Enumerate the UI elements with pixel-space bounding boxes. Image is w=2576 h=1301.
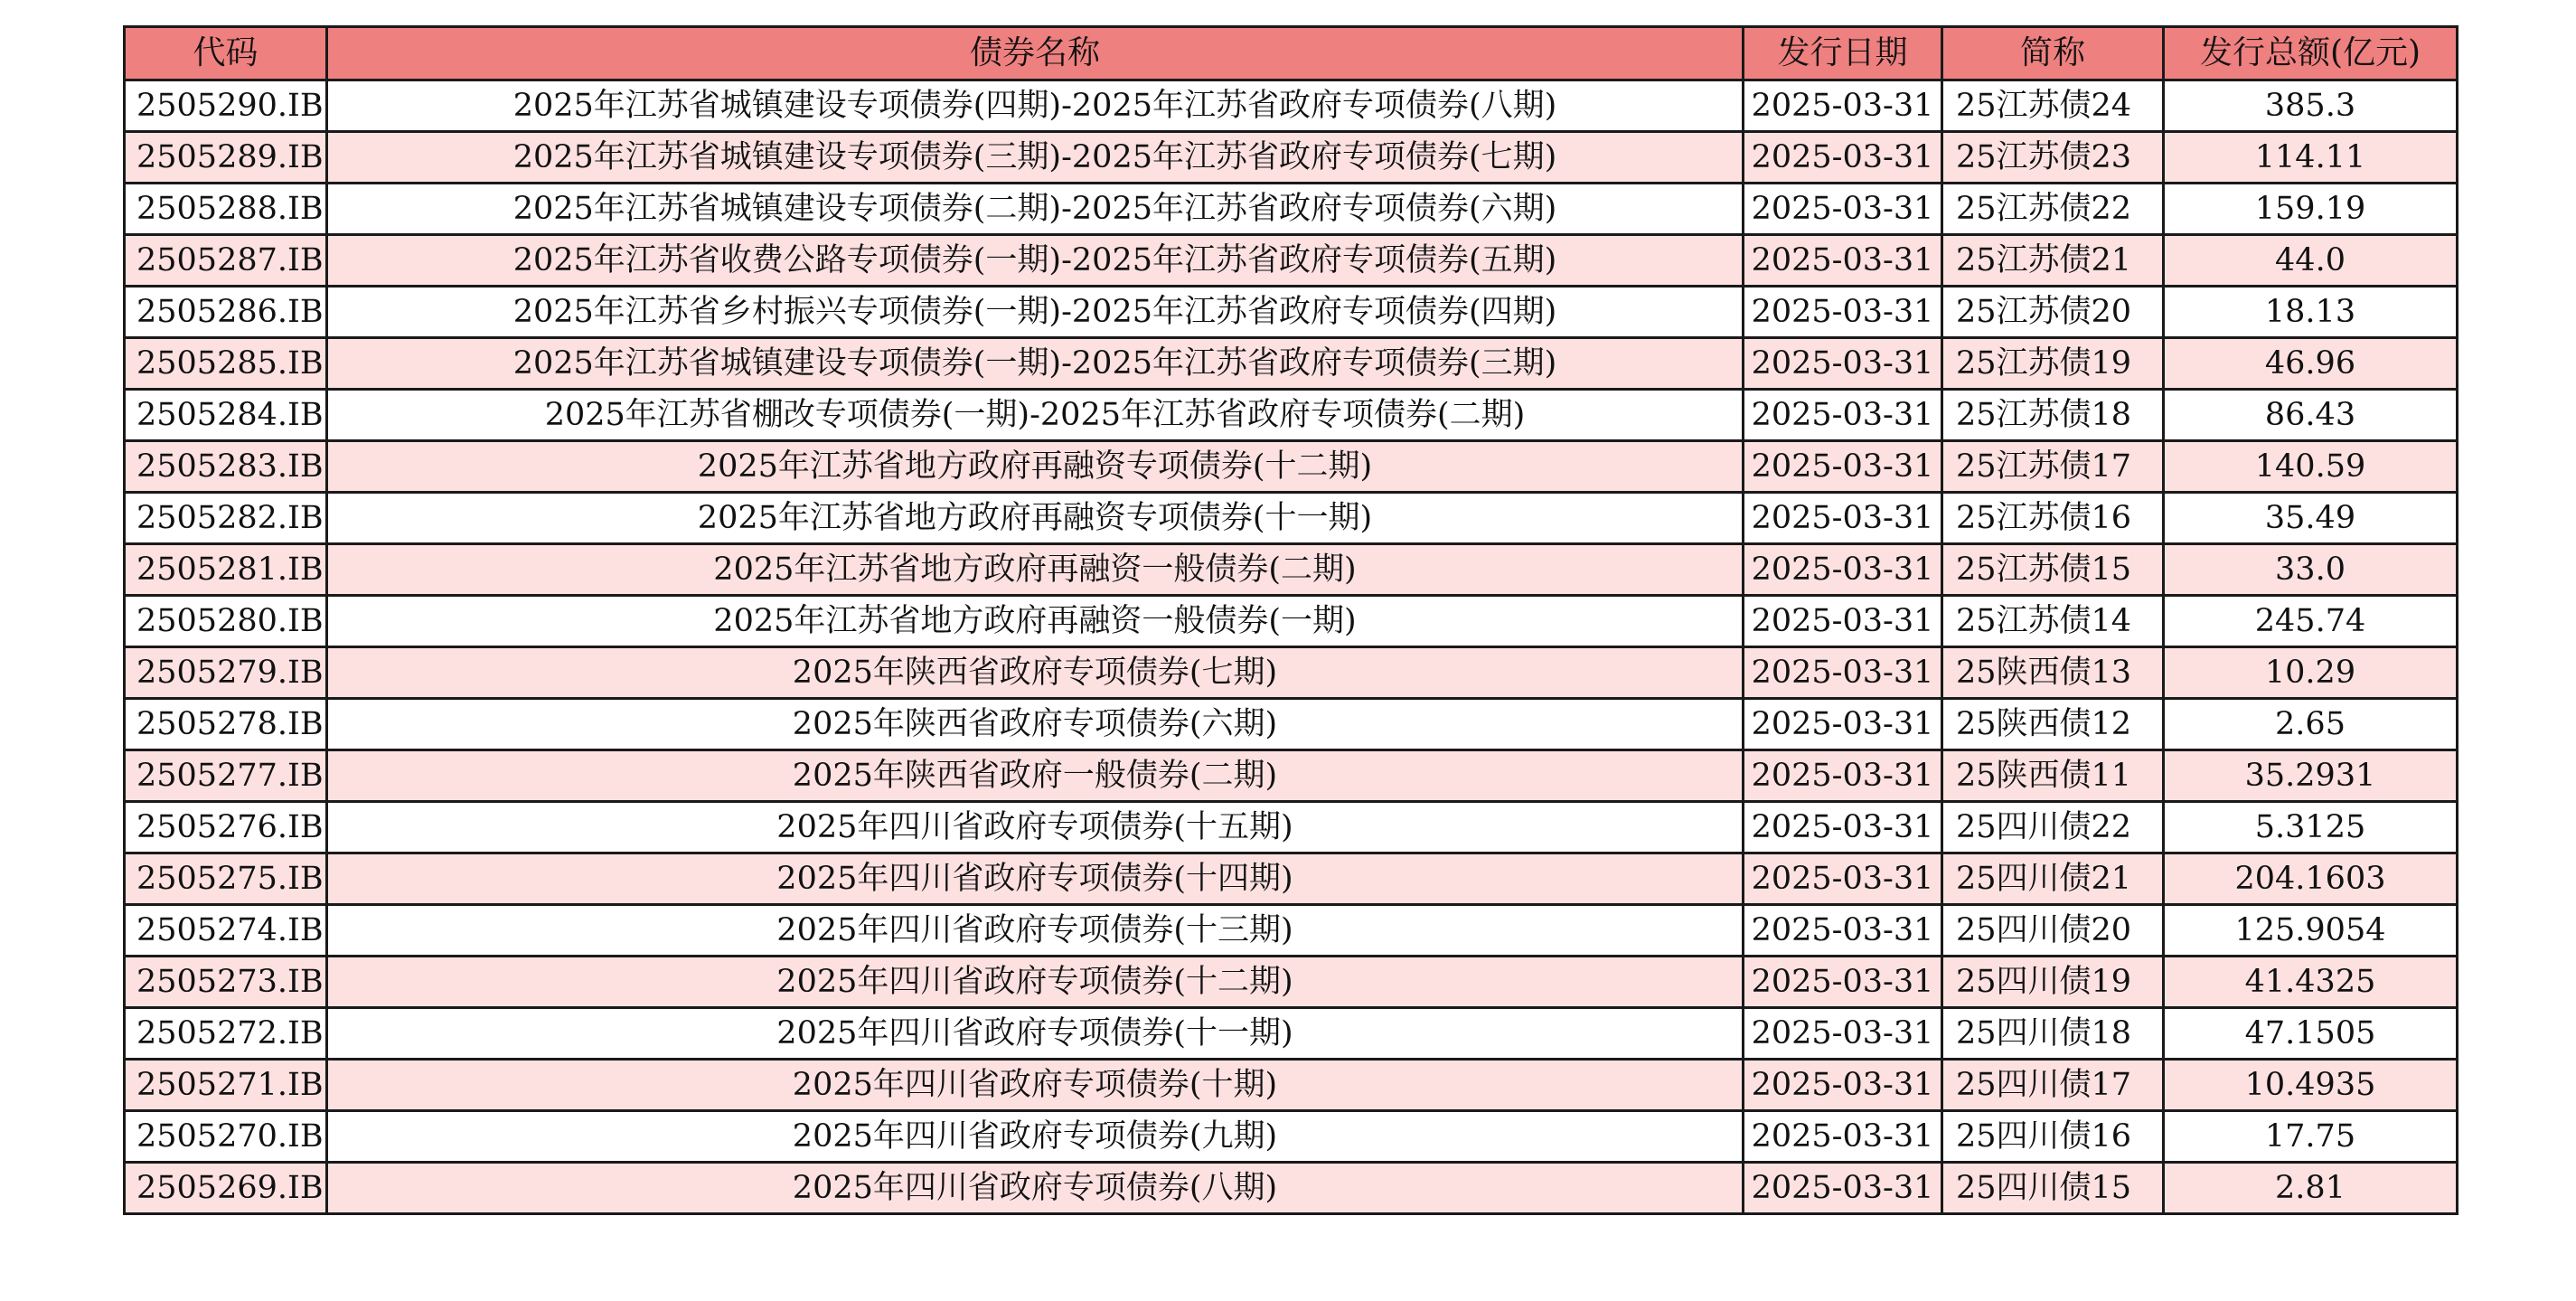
bond-code-cell: 2505273.IB xyxy=(125,957,327,1008)
bond-name-cell: 2025年江苏省城镇建设专项债券(二期)-2025年江苏省政府专项债券(六期) xyxy=(327,184,1744,235)
short-name-cell: 25江苏债14 xyxy=(1942,596,2164,647)
bond-name-cell: 2025年江苏省棚改专项债券(一期)-2025年江苏省政府专项债券(二期) xyxy=(327,390,1744,441)
issue-date-cell: 2025-03-31 xyxy=(1744,184,1942,235)
table-row xyxy=(125,493,2458,544)
issue-amount-cell: 5.3125 xyxy=(2164,802,2458,853)
issue-amount-cell: 47.1505 xyxy=(2164,1008,2458,1060)
bond-code-cell: 2505270.IB xyxy=(125,1111,327,1163)
issue-amount-cell: 204.1603 xyxy=(2164,853,2458,905)
issue-amount-cell: 159.19 xyxy=(2164,184,2458,235)
table-row xyxy=(125,390,2458,441)
bond-code-cell: 2505290.IB xyxy=(125,80,327,132)
issue-date-cell: 2025-03-31 xyxy=(1744,596,1942,647)
table-row xyxy=(125,441,2458,493)
bond-code-cell: 2505274.IB xyxy=(125,905,327,957)
bond-name-cell: 2025年四川省政府专项债券(十五期) xyxy=(327,802,1744,853)
issue-amount-cell: 35.2931 xyxy=(2164,750,2458,802)
table-row xyxy=(125,1060,2458,1111)
short-name-cell: 25陕西债13 xyxy=(1942,647,2164,699)
header-issue-date: 发行日期 xyxy=(1744,27,1942,80)
header-row xyxy=(125,27,2458,80)
issue-amount-cell: 33.0 xyxy=(2164,544,2458,596)
bond-name-cell: 2025年四川省政府专项债券(十三期) xyxy=(327,905,1744,957)
issue-date-cell: 2025-03-31 xyxy=(1744,1163,1942,1214)
table-row xyxy=(125,1163,2458,1214)
issue-date-cell: 2025-03-31 xyxy=(1744,647,1942,699)
issue-date-cell: 2025-03-31 xyxy=(1744,750,1942,802)
bond-table-container xyxy=(123,25,2456,1215)
short-name-cell: 25江苏债16 xyxy=(1942,493,2164,544)
issue-amount-cell: 140.59 xyxy=(2164,441,2458,493)
bond-name-cell: 2025年陕西省政府专项债券(七期) xyxy=(327,647,1744,699)
short-name-cell: 25江苏债19 xyxy=(1942,338,2164,390)
table-row xyxy=(125,596,2458,647)
issue-amount-cell: 46.96 xyxy=(2164,338,2458,390)
issue-date-cell: 2025-03-31 xyxy=(1744,905,1942,957)
issue-date-cell: 2025-03-31 xyxy=(1744,1060,1942,1111)
bond-name-cell: 2025年江苏省收费公路专项债券(一期)-2025年江苏省政府专项债券(五期) xyxy=(327,235,1744,287)
issue-amount-cell: 10.4935 xyxy=(2164,1060,2458,1111)
short-name-cell: 25四川债15 xyxy=(1942,1163,2164,1214)
issue-amount-cell: 17.75 xyxy=(2164,1111,2458,1163)
bond-name-cell: 2025年四川省政府专项债券(十一期) xyxy=(327,1008,1744,1060)
issue-date-cell: 2025-03-31 xyxy=(1744,493,1942,544)
bond-code-cell: 2505286.IB xyxy=(125,287,327,338)
issue-date-cell: 2025-03-31 xyxy=(1744,441,1942,493)
issue-amount-cell: 86.43 xyxy=(2164,390,2458,441)
bond-name-cell: 2025年江苏省乡村振兴专项债券(一期)-2025年江苏省政府专项债券(四期) xyxy=(327,287,1744,338)
bond-code-cell: 2505283.IB xyxy=(125,441,327,493)
bond-code-cell: 2505282.IB xyxy=(125,493,327,544)
bond-name-cell: 2025年江苏省地方政府再融资专项债券(十一期) xyxy=(327,493,1744,544)
short-name-cell: 25江苏债22 xyxy=(1942,184,2164,235)
table-header xyxy=(125,27,2458,80)
bond-code-cell: 2505276.IB xyxy=(125,802,327,853)
issue-amount-cell: 41.4325 xyxy=(2164,957,2458,1008)
bond-name-cell: 2025年四川省政府专项债券(八期) xyxy=(327,1163,1744,1214)
table-row xyxy=(125,647,2458,699)
header-issue-amount: 发行总额(亿元) xyxy=(2164,27,2458,80)
issue-date-cell: 2025-03-31 xyxy=(1744,287,1942,338)
table-row xyxy=(125,957,2458,1008)
bond-name-cell: 2025年四川省政府专项债券(十期) xyxy=(327,1060,1744,1111)
short-name-cell: 25江苏债21 xyxy=(1942,235,2164,287)
issue-amount-cell: 2.81 xyxy=(2164,1163,2458,1214)
short-name-cell: 25陕西债12 xyxy=(1942,699,2164,750)
bond-name-cell: 2025年江苏省地方政府再融资一般债券(二期) xyxy=(327,544,1744,596)
short-name-cell: 25四川债19 xyxy=(1942,957,2164,1008)
bond-code-cell: 2505284.IB xyxy=(125,390,327,441)
bond-name-cell: 2025年江苏省地方政府再融资专项债券(十二期) xyxy=(327,441,1744,493)
issue-amount-cell: 114.11 xyxy=(2164,132,2458,184)
bond-code-cell: 2505275.IB xyxy=(125,853,327,905)
table-row xyxy=(125,853,2458,905)
table-row xyxy=(125,338,2458,390)
table-row xyxy=(125,699,2458,750)
short-name-cell: 25陕西债11 xyxy=(1942,750,2164,802)
issue-date-cell: 2025-03-31 xyxy=(1744,699,1942,750)
bond-name-cell: 2025年四川省政府专项债券(十四期) xyxy=(327,853,1744,905)
bond-code-cell: 2505285.IB xyxy=(125,338,327,390)
issue-date-cell: 2025-03-31 xyxy=(1744,338,1942,390)
table-row xyxy=(125,132,2458,184)
bond-name-cell: 2025年江苏省城镇建设专项债券(四期)-2025年江苏省政府专项债券(八期) xyxy=(327,80,1744,132)
header-bond-name: 债券名称 xyxy=(327,27,1744,80)
issue-amount-cell: 18.13 xyxy=(2164,287,2458,338)
bond-code-cell: 2505272.IB xyxy=(125,1008,327,1060)
table-row xyxy=(125,1008,2458,1060)
issue-date-cell: 2025-03-31 xyxy=(1744,235,1942,287)
table-row xyxy=(125,750,2458,802)
bond-code-cell: 2505278.IB xyxy=(125,699,327,750)
issue-date-cell: 2025-03-31 xyxy=(1744,390,1942,441)
table-row xyxy=(125,184,2458,235)
issue-date-cell: 2025-03-31 xyxy=(1744,853,1942,905)
short-name-cell: 25四川债22 xyxy=(1942,802,2164,853)
short-name-cell: 25江苏债23 xyxy=(1942,132,2164,184)
header-code: 代码 xyxy=(125,27,327,80)
bond-code-cell: 2505277.IB xyxy=(125,750,327,802)
bond-code-cell: 2505280.IB xyxy=(125,596,327,647)
issue-date-cell: 2025-03-31 xyxy=(1744,802,1942,853)
bond-name-cell: 2025年江苏省城镇建设专项债券(一期)-2025年江苏省政府专项债券(三期) xyxy=(327,338,1744,390)
table-row xyxy=(125,802,2458,853)
short-name-cell: 25江苏债18 xyxy=(1942,390,2164,441)
short-name-cell: 25四川债18 xyxy=(1942,1008,2164,1060)
issue-date-cell: 2025-03-31 xyxy=(1744,957,1942,1008)
bond-code-cell: 2505279.IB xyxy=(125,647,327,699)
bond-name-cell: 2025年四川省政府专项债券(九期) xyxy=(327,1111,1744,1163)
issue-amount-cell: 2.65 xyxy=(2164,699,2458,750)
issue-date-cell: 2025-03-31 xyxy=(1744,1008,1942,1060)
bond-name-cell: 2025年四川省政府专项债券(十二期) xyxy=(327,957,1744,1008)
table-body xyxy=(125,80,2458,1214)
issue-amount-cell: 125.9054 xyxy=(2164,905,2458,957)
issue-date-cell: 2025-03-31 xyxy=(1744,544,1942,596)
issue-amount-cell: 44.0 xyxy=(2164,235,2458,287)
table-row xyxy=(125,287,2458,338)
bond-name-cell: 2025年江苏省城镇建设专项债券(三期)-2025年江苏省政府专项债券(七期) xyxy=(327,132,1744,184)
short-name-cell: 25四川债21 xyxy=(1942,853,2164,905)
issue-amount-cell: 385.3 xyxy=(2164,80,2458,132)
issue-amount-cell: 10.29 xyxy=(2164,647,2458,699)
short-name-cell: 25四川债16 xyxy=(1942,1111,2164,1163)
short-name-cell: 25江苏债15 xyxy=(1942,544,2164,596)
bond-code-cell: 2505289.IB xyxy=(125,132,327,184)
bond-code-cell: 2505287.IB xyxy=(125,235,327,287)
issue-date-cell: 2025-03-31 xyxy=(1744,80,1942,132)
bond-code-cell: 2505271.IB xyxy=(125,1060,327,1111)
bond-code-cell: 2505281.IB xyxy=(125,544,327,596)
bond-code-cell: 2505269.IB xyxy=(125,1163,327,1214)
issue-date-cell: 2025-03-31 xyxy=(1744,132,1942,184)
bond-name-cell: 2025年陕西省政府一般债券(二期) xyxy=(327,750,1744,802)
table-row xyxy=(125,1111,2458,1163)
short-name-cell: 25四川债20 xyxy=(1942,905,2164,957)
table-row xyxy=(125,544,2458,596)
table-row xyxy=(125,235,2458,287)
short-name-cell: 25江苏债17 xyxy=(1942,441,2164,493)
table-row xyxy=(125,80,2458,132)
short-name-cell: 25江苏债24 xyxy=(1942,80,2164,132)
bond-code-cell: 2505288.IB xyxy=(125,184,327,235)
bond-name-cell: 2025年陕西省政府专项债券(六期) xyxy=(327,699,1744,750)
short-name-cell: 25江苏债20 xyxy=(1942,287,2164,338)
bond-name-cell: 2025年江苏省地方政府再融资一般债券(一期) xyxy=(327,596,1744,647)
bond-table xyxy=(123,25,2458,1215)
short-name-cell: 25四川债17 xyxy=(1942,1060,2164,1111)
issue-date-cell: 2025-03-31 xyxy=(1744,1111,1942,1163)
table-row xyxy=(125,905,2458,957)
issue-amount-cell: 245.74 xyxy=(2164,596,2458,647)
header-short-name: 简称 xyxy=(1942,27,2164,80)
issue-amount-cell: 35.49 xyxy=(2164,493,2458,544)
